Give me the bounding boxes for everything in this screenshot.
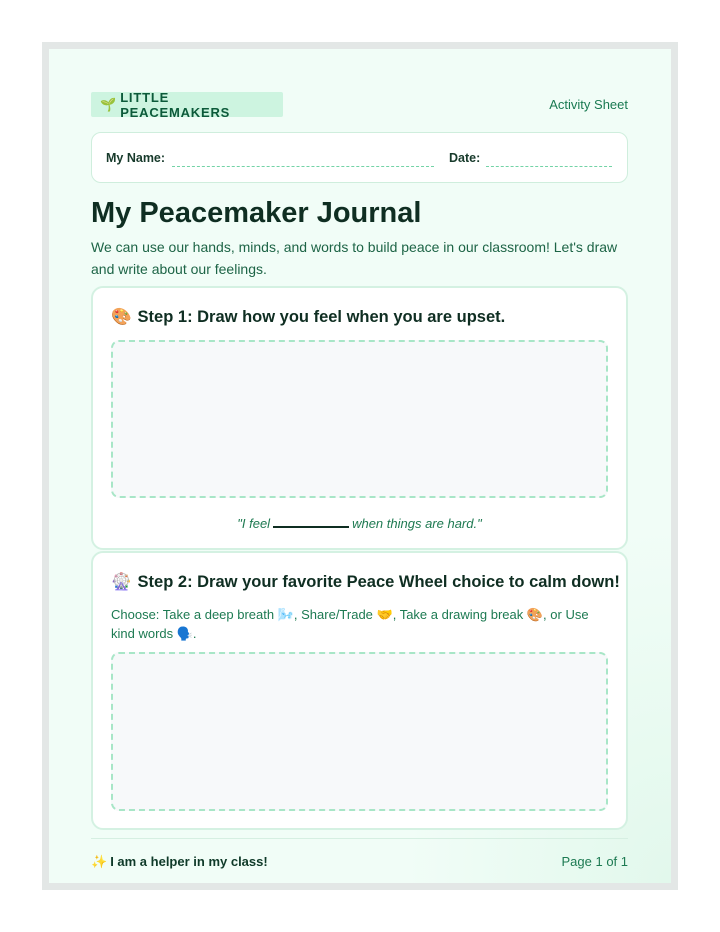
- step1-card: [91, 286, 628, 550]
- seedling-icon: 🌱: [100, 96, 117, 112]
- step1-heading: [111, 308, 505, 327]
- sheet-type-label: Activity Sheet: [549, 97, 628, 112]
- step2-heading-text: Step 2: Draw your favorite Peace Wheel choice to calm down!: [137, 573, 620, 591]
- date-label: Date:: [449, 151, 481, 165]
- page-title: My Peacemaker Journal: [91, 197, 422, 229]
- helper-note: [91, 854, 268, 870]
- step1-drawing-area[interactable]: [111, 340, 608, 498]
- peace-wheel-choices: Choose: Take a deep breath 🌬️, Share/Trade 🤝, Take a drawing break 🎨, or Use kind words 🗣️.: [111, 607, 589, 641]
- sheet-content: [91, 49, 628, 883]
- intro-text: We can use our hands, minds, and words to build peace in our classroom! Let's draw and write about our feelings.: [91, 239, 618, 277]
- step2-card: [91, 551, 628, 830]
- step2-heading: [111, 573, 620, 592]
- feeling-blank[interactable]: [273, 515, 349, 528]
- prompt-start: "I feel: [237, 516, 271, 531]
- footer-divider: [91, 838, 628, 839]
- brand-tag: [91, 89, 283, 120]
- step2-drawing-area[interactable]: [111, 652, 608, 811]
- page-number: Page 1 of 1: [561, 854, 628, 869]
- date-line[interactable]: [486, 166, 612, 167]
- page-frame: [42, 42, 678, 890]
- activity-sheet: [49, 49, 671, 883]
- ferris-wheel-icon: 🎡: [111, 573, 132, 591]
- name-date-box: [91, 132, 628, 183]
- name-line[interactable]: [172, 166, 434, 167]
- name-label: My Name:: [106, 151, 166, 165]
- prompt-end: when things are hard.": [352, 516, 482, 531]
- brand-label: LITTLE PEACEMAKERS: [120, 89, 231, 120]
- step1-prompt: [93, 515, 626, 531]
- palette-icon: 🎨: [111, 308, 132, 326]
- step1-heading-text: Step 1: Draw how you feel when you are upset.: [137, 308, 506, 326]
- helper-text: I am a helper in my class!: [110, 854, 268, 869]
- sparkles-icon: ✨: [91, 854, 108, 869]
- brand-bar: [91, 89, 628, 120]
